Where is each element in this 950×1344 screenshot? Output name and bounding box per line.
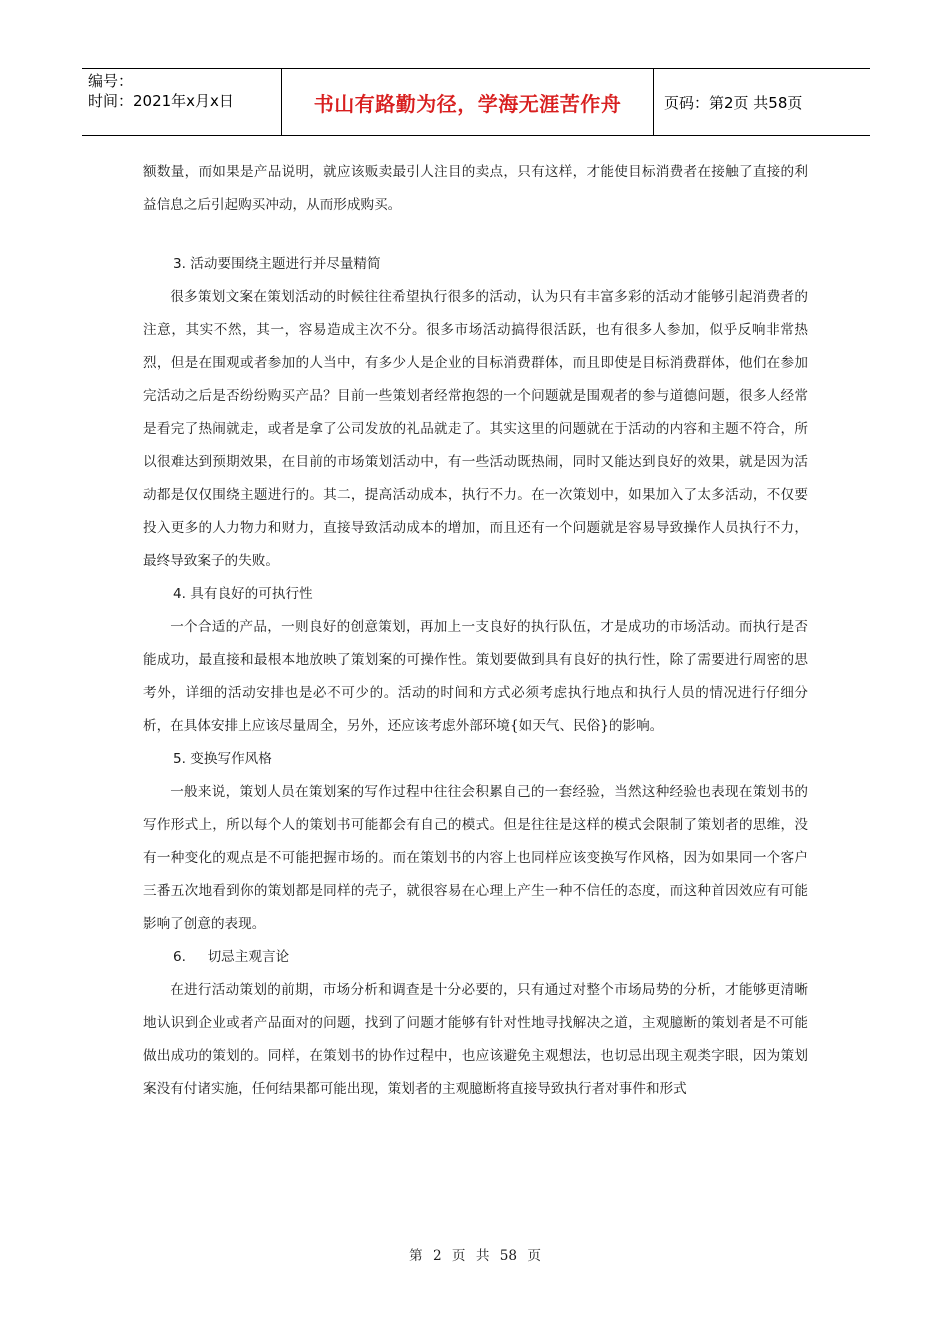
section-heading-6: 6. 切忌主观言论 [173, 949, 290, 965]
paragraph-section-5: 一般来说，策划人员在策划案的写作过程中往往会积累自己的一套经验，当然这种经验也表现在策划书的写作形式上，所以每个人的策划书可能都会有自己的模式。但是往往是这样的模式会限制了策划者的思维，没有一种变化的观点是不可能把握市场的。而在策划书的内容上也同样应该变换写作风格，因为如果同一个客户三番五次地看到你的策划都是同样的壳子，就很容易在心理上产生一种不信任的态度，而这种首因效应有可能影响了创意的表现。 [143, 784, 808, 932]
document-number-label: 编号： [88, 72, 134, 90]
header-meta [82, 69, 282, 135]
document-body [143, 156, 808, 1106]
section-heading-5: 5. 变换写作风格 [173, 751, 272, 767]
paragraph-section-3: 很多策划文案在策划活动的时候往往希望执行很多的活动，认为只有丰富多彩的活动才能够引起消费者的注意，其实不然，其一，容易造成主次不分。很多市场活动搞得很活跃，也有很多人参加，似乎反响非常热烈，但是在围观或者参加的人当中，有多少人是企业的目标消费群体，而且即使是目标消费群体，他们在参加完活动之后是否纷纷购买产品？目前一些策划者经常抱怨的一个问题就是围观者的参与道德问题，很多人经常是看完了热闹就走，或者是拿了公司发放的礼品就走了。其实这里的问题就在于活动的内容和主题不符合，所以很难达到预期效果，在目前的市场策划活动中，有一些活动既热闹，同时又能达到良好的效果，就是因为活动都是仅仅围绕主题进行的。其二，提高活动成本，执行不力。在一次策划中，如果加入了太多活动，不仅要投入更多的人力物力和财力，直接导致活动成本的增加，而且还有一个问题就是容易导致操作人员执行不力，最终导致案子的失败。 [143, 289, 808, 569]
page-header [82, 68, 870, 136]
section-spacer [143, 222, 808, 248]
header-motto: 书山有路勤为径，学海无涯苦作舟 [282, 69, 654, 135]
document-date: 时间：2021年x月x日 [88, 92, 234, 110]
header-page-info: 页码：第2页 共58页 [664, 93, 803, 112]
section-heading-3: 3. 活动要围绕主题进行并尽量精简 [173, 256, 381, 272]
section-heading-4: 4. 具有良好的可执行性 [173, 586, 313, 602]
paragraph-continuation: 额数量，而如果是产品说明，就应该贩卖最引人注目的卖点，只有这样，才能使目标消费者在接触了直接的利益信息之后引起购买冲动，从而形成购买。 [143, 164, 808, 213]
page-footer: 第 2 页 共 58 页 [409, 1248, 541, 1264]
paragraph-section-6: 在进行活动策划的前期，市场分析和调查是十分必要的，只有通过对整个市场局势的分析，才能够更清晰地认识到企业或者产品面对的问题，找到了问题才能够有针对性地寻找解决之道，主观臆断的策划者是不可能做出成功的策划的。同样，在策划书的协作过程中，也应该避免主观想法，也切忌出现主观类字眼，因为策划案没有付诸实施，任何结果都可能出现，策划者的主观臆断将直接导致执行者对事件和形式 [143, 982, 808, 1097]
paragraph-section-4: 一个合适的产品，一则良好的创意策划，再加上一支良好的执行队伍，才是成功的市场活动。而执行是否能成功，最直接和最根本地放映了策划案的可操作性。策划要做到具有良好的执行性，除了需要进行周密的思考外，详细的活动安排也是必不可少的。活动的时间和方式必须考虑执行地点和执行人员的情况进行仔细分析，在具体安排上应该尽量周全，另外，还应该考虑外部环境{如天气、民俗}的影响。 [143, 619, 808, 734]
